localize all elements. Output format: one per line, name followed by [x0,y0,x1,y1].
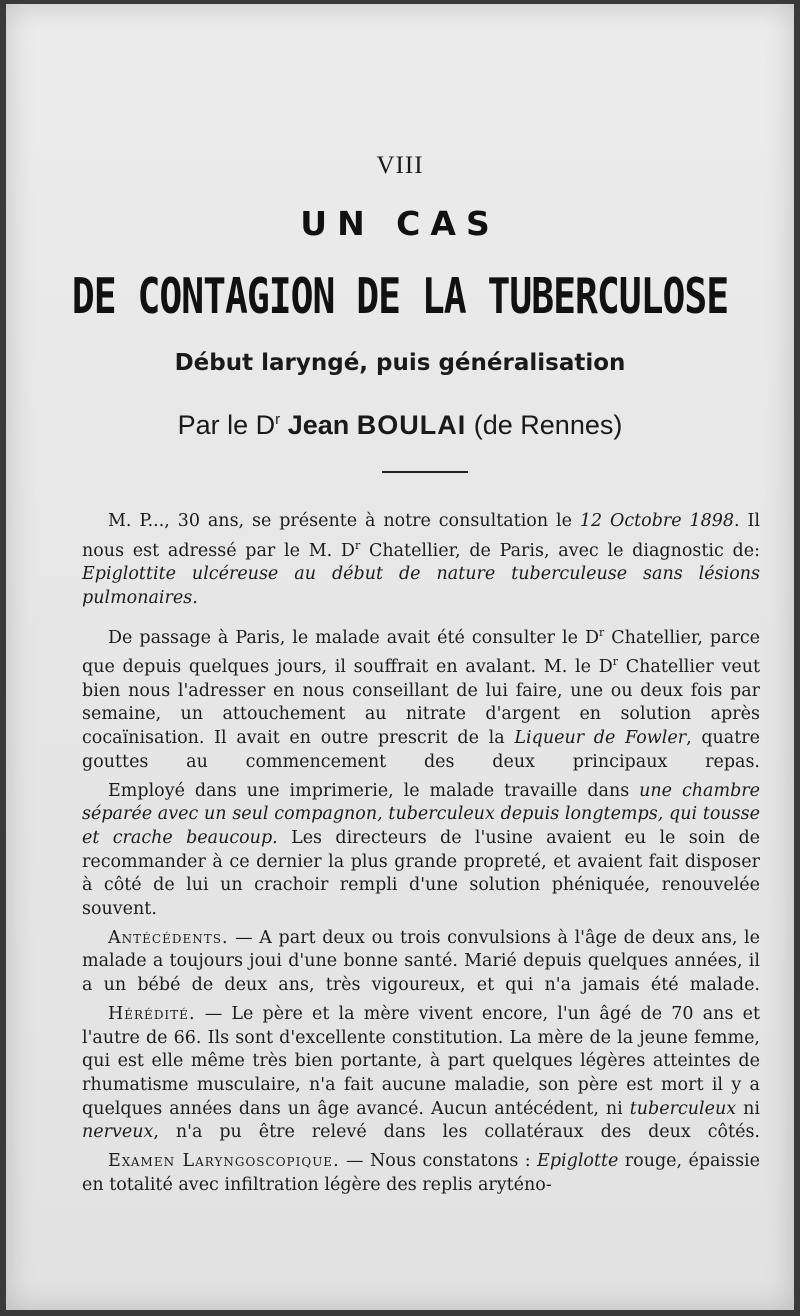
p5-italic-2: nerveux [82,1122,154,1143]
p5-text-a: — Le père et la mère vivent encore, l'un âgé de 70 ans et l'autre de 66. Ils sont d'excellente constitution. La mère de la jeune femme, qui est elle même très bien portante, à part quelques légères atteintes de rhumatisme musculaire, n'a fait aucune maladie, son père est mort il y a quelques années dans un âge avancé. Aucun antécédent, ni [82,1003,760,1119]
paragraph-6 [82,1150,760,1197]
p5-italic-1: tuberculeux [629,1098,737,1119]
p2-text-a: De passage à Paris, le malade avait été consulter le D [108,627,599,648]
paragraph-1 [82,510,760,611]
paragraph-4 [82,927,760,998]
p2-text-g: , quatre gouttes au commencement des deux principaux repas. [82,728,760,772]
byline-sup: r [275,411,281,428]
p1-text-c: . Il nous est adressé par le M. D [82,511,760,561]
p1-sup: r [354,538,361,552]
book-page [6,4,794,1310]
p6-text-a: — Nous constatons : [339,1151,538,1172]
p5-text-e: , n'a pu être relevé dans les collatéraux des deux côtés. [153,1122,760,1143]
p1-diagnosis: Epiglottite ulcéreuse au début de nature tuberculeuse sans lésions pulmonaires. [82,564,760,608]
p3-text-c: Les directeurs de l'usine avaient eu le soin de recommander à ce dernier la plus grande propreté, et avaient fait disposer à côté de lui un crachoir rempli d'une solution phéniquée, renouvelée souvent. [82,827,761,920]
paragraph-2 [82,621,760,775]
paragraph-5 [82,1003,760,1145]
headline: UN CAS [300,204,500,243]
p1-text-e: Chatellier, de Paris, avec le diagnostic de: [360,540,760,561]
page-title: DE CONTAGION DE LA TUBERCULOSE [71,267,729,325]
p2-remedy: Liqueur de Fowler [514,728,687,749]
author-name: Jean [287,410,350,440]
divider [382,471,468,473]
p2-text-c: Chatellier, parce que depuis quelques jours, il souffrait en avalant. M. le D [82,627,761,677]
author-origin: (de Rennes) [473,410,623,440]
p5-text-c: ni [736,1098,760,1119]
p5-heading: Hérédité. [108,1003,196,1024]
p4-heading: Antécédents. [108,927,229,948]
p1-text-a: M. P..., 30 ans, se présente à notre consultation le [108,511,580,531]
subtitle: Début laryngé, puis généralisation [174,350,626,376]
p3-emphasis: une chambre séparée avec un seul compagnon, tuberculeux depuis longtemps, qui tousse et crache beaucoup. [82,780,760,848]
p6-italic: Epiglotte [537,1151,619,1172]
paragraph-3 [82,780,760,922]
p6-text-c: rouge, épaissie en totalité avec infiltration légère des replis aryténo- [82,1151,760,1195]
p2-text-e: Chatellier veut bien nous l'adresser en nous conseillant de lui faire, une ou deux fois par semaine, un attouchement au nitrate d'argent en solution après cocaïnisation. Il avait en outre prescrit de la [82,657,761,749]
author-surname: BOULAI [356,410,467,440]
p3-text-a: Employé dans une imprimerie, le malade travaille dans [108,780,640,801]
p4-text: — A part deux ou trois convulsions à l'âge de deux ans, le malade a toujours joui d'une bonne santé. Marié depuis quelques années, il a un bébé de deux ans, très vigoureux, et qui n'a jamais été malade. [82,927,760,996]
p1-date: 12 Octobre 1898 [579,511,735,531]
byline [6,410,794,441]
p2-sup-2: r [612,655,618,669]
byline-prefix: Par le D [177,410,276,440]
p2-sup-1: r [599,625,605,639]
p6-heading: Examen Laryngoscopique. [108,1151,340,1172]
article-body [82,510,760,1202]
chapter-number: VIII [376,152,424,179]
